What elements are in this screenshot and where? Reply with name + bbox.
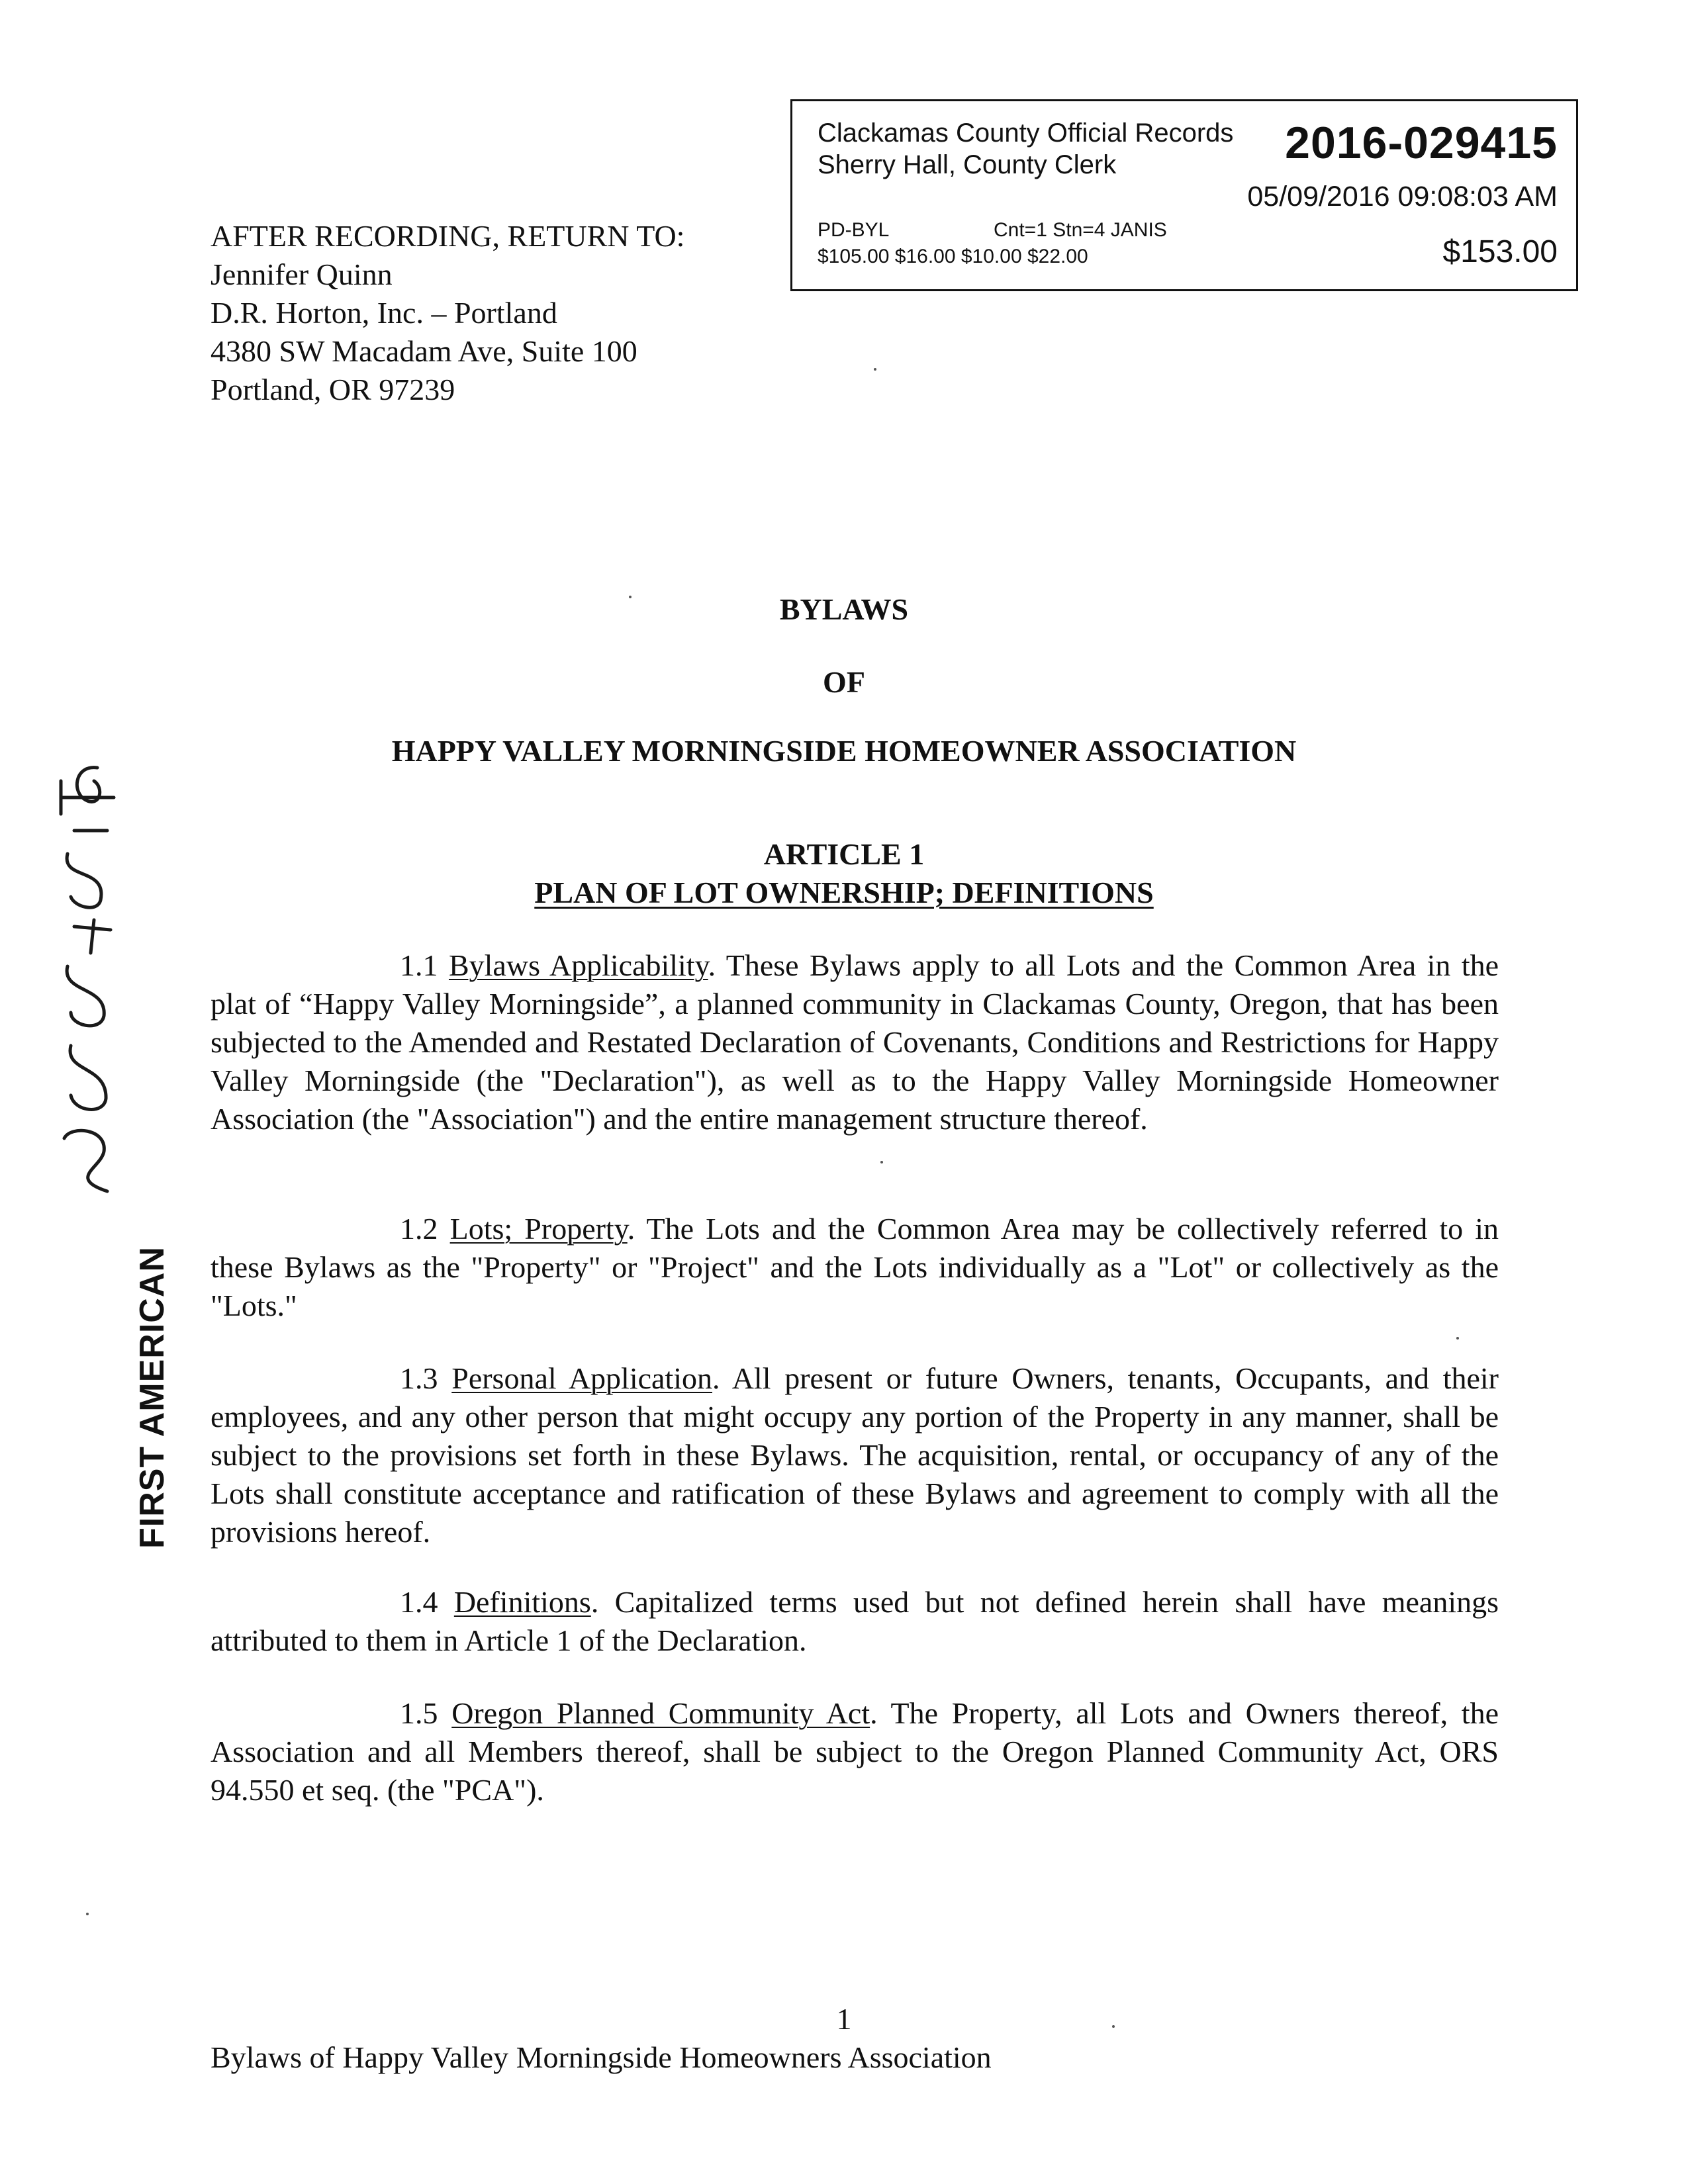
section-1-5 [211, 1694, 1499, 1809]
stamp-clerk: Sherry Hall, County Clerk [818, 150, 1117, 179]
stamp-document-number: 2016-029415 [1285, 118, 1558, 168]
section-number: 1.2 [400, 1212, 438, 1246]
section-number: 1.5 [400, 1696, 438, 1730]
section-heading: Personal Application [451, 1361, 713, 1395]
section-text: . All present or future Owners, tenants, Occupants, and their employees, and any other person that might occupy any portion of the Property in any manner, shall be subject to the provisions set forth in these Bylaws. The acquisition, rental, or occupancy of any of the Lots shall constitute acceptance and ratification of these Bylaws and agreement to comply with all the provisions hereof. [211, 1361, 1499, 1549]
stamp-datetime: 05/09/2016 09:08:03 AM [1247, 181, 1558, 212]
document-title-of: OF [823, 665, 865, 699]
handwritten-file-number [34, 754, 127, 1211]
stamp-total: $153.00 [1442, 234, 1558, 269]
scan-speck [1456, 1337, 1459, 1340]
scan-speck [629, 596, 632, 598]
section-heading: Oregon Planned Community Act [451, 1696, 870, 1730]
stamp-counts: Cnt=1 Stn=4 JANIS [994, 219, 1167, 241]
return-heading: AFTER RECORDING, RETURN TO: [211, 219, 685, 253]
section-heading: Definitions [453, 1585, 591, 1619]
title-company-stamp: FIRST AMERICAN [133, 1246, 171, 1549]
return-city: Portland, OR 97239 [211, 373, 455, 406]
scan-speck [880, 1161, 883, 1163]
stamp-code: PD-BYL [818, 219, 890, 241]
scan-speck [86, 1913, 89, 1915]
stamp-fees: $105.00 $16.00 $10.00 $22.00 [818, 246, 1088, 267]
return-address-block [211, 217, 684, 409]
association-name: HAPPY VALLEY MORNINGSIDE HOMEOWNER ASSOCIATION [391, 734, 1297, 768]
footer-text: Bylaws of Happy Valley Morningside Homeowners Association [211, 2040, 992, 2074]
page-number: 1 [836, 2002, 852, 2036]
section-text: . The Lots and the Common Area may be collectively referred to in these Bylaws as the "Property" or "Project" and the Lots individually as a "Lot" or collectively as the "Lots." [211, 1212, 1499, 1322]
scan-speck [874, 368, 876, 371]
section-number: 1.4 [400, 1585, 438, 1619]
section-heading: Lots; Property [449, 1212, 628, 1246]
article-heading: PLAN OF LOT OWNERSHIP; DEFINITIONS [534, 876, 1154, 909]
section-1-4 [211, 1583, 1499, 1660]
recording-stamp [790, 99, 1578, 291]
section-text: . Capitalized terms used but not defined herein shall have meanings attributed to them in Article 1 of the Declaration. [211, 1585, 1499, 1657]
section-1-1 [211, 946, 1499, 1138]
section-number: 1.1 [400, 948, 438, 982]
stamp-county-records: Clackamas County Official Records [818, 118, 1234, 148]
section-1-3 [211, 1359, 1499, 1551]
section-number: 1.3 [400, 1361, 438, 1395]
document-title: BYLAWS [779, 592, 909, 626]
return-street: 4380 SW Macadam Ave, Suite 100 [211, 334, 637, 368]
section-1-2 [211, 1210, 1499, 1325]
section-text: . These Bylaws apply to all Lots and the Common Area in the plat of “Happy Valley Morningside”, a planned community in Clackamas County, Oregon, that has been subjected to the Amended and Restated Declaration of Covenants, Conditions and Restrictions for Happy Valley Morningside (the "Declaration"), as well as to the Happy Valley Morningside Homeowner Association (the "Association") and the entire management structure thereof. [211, 948, 1499, 1136]
section-heading: Bylaws Applicability [448, 948, 708, 982]
return-company: D.R. Horton, Inc. – Portland [211, 296, 557, 330]
section-text: . The Property, all Lots and Owners thereof, the Association and all Members thereof, shall be subject to the Oregon Planned Community Act, ORS 94.550 et seq. (the "PCA"). [211, 1696, 1499, 1807]
article-number: ARTICLE 1 [763, 837, 925, 871]
return-name: Jennifer Quinn [211, 257, 393, 291]
